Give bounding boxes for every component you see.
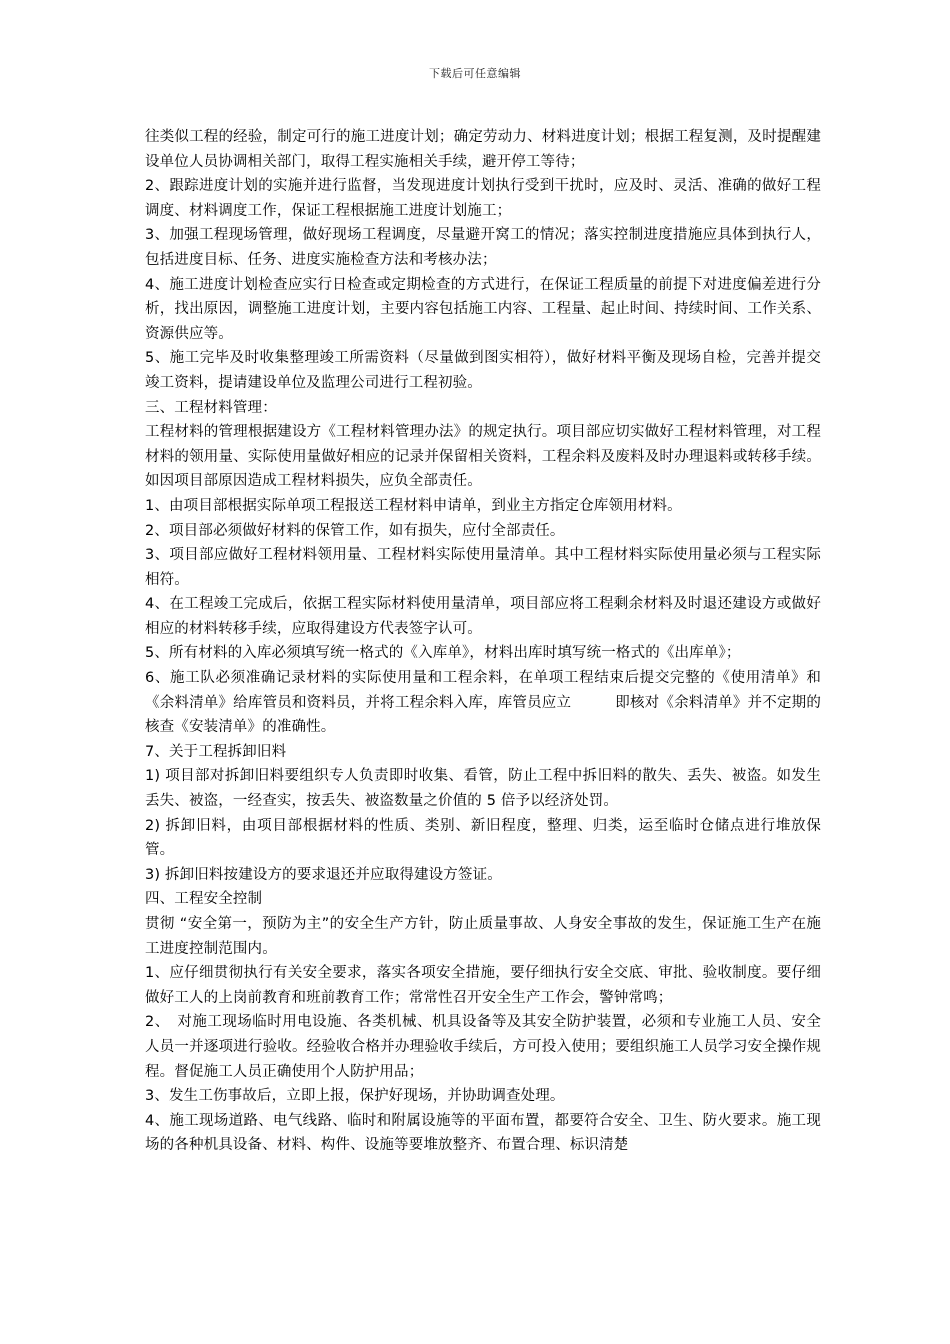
paragraph: 1) 项目部对拆卸旧料要组织专人负责即时收集、看管，防止工程中拆旧料的散失、丢失、被盗。如发生丢失、被盗，一经查实，按丢失、被盗数量之价值的 5 倍予以经济处罚。 [145,768,821,810]
subsection-heading: 7、关于工程拆卸旧料 [145,743,287,760]
paragraph: 1、应仔细贯彻执行有关安全要求，落实各项安全措施，要仔细执行安全交底、审批、验收制度。要仔细做好工人的上岗前教育和班前教育工作；常常性召开安全生产工作会，警钟常鸣； [145,965,821,1006]
paragraph: 往类似工程的经验，制定可行的施工进度计划；确定劳动力、材料进度计划；根据工程复测，及时提醒建设单位人员协调相关部门，取得工程实施相关手续，避开停工等待； [145,129,821,170]
paragraph: 3、加强工程现场管理，做好现场工程调度，尽量避开窝工的情况；落实控制进度措施应具体到执行人，包括进度目标、任务、进度实施检查方法和考核办法； [145,227,821,268]
paragraph: 3、项目部应做好工程材料领用量、工程材料实际使用量清单。其中工程材料实际使用量必须与工程实际相符。 [145,547,821,588]
section-heading: 四、工程安全控制 [145,891,263,908]
paragraph: 贯彻 “安全第一，预防为主”的安全生产方针，防止质量事故、人身安全事故的发生，保证施工生产在施工进度控制范围内。 [145,916,821,957]
paragraph: 工程材料的管理根据建设方《工程材料管理办法》的规定执行。项目部应切实做好工程材料管理，对工程材料的领用量、实际使用量做好相应的记录并保留相关资料，工程余料及废料及时办理退料或转移手续。如因项目部原因造成工程材料损失，应负全部责任。 [145,424,821,490]
paragraph: 4、在工程竣工完成后，依据工程实际材料使用量清单，项目部应将工程剩余材料及时退还建设方或做好相应的材料转移手续，应取得建设方代表签字认可。 [145,596,821,637]
paragraph: 3、发生工伤事故后，立即上报，保护好现场，并协助调查处理。 [145,1088,565,1105]
paragraph: 1、由项目部根据实际单项工程报送工程材料申请单，到业主方指定仓库领用材料。 [145,497,682,514]
section-heading: 三、工程材料管理： [145,399,277,416]
paragraph: 2) 拆卸旧料，由项目部根据材料的性质、类别、新旧程度，整理、归类，运至临时仓储点进行堆放保管。 [145,817,821,859]
paragraph: 6、施工队必须准确记录材料的实际使用量和工程余料，在单项工程结束后提交完整的《使用清单》和《余料清单》给库管员和资料员，并将工程余料入库，库管员应立 即核对《余料清单》并不定期的核查《安装清单》的准确性。 [145,670,821,736]
document-body [145,125,821,1158]
paragraph: 2、 对施工现场临时用电设施、各类机械、机具设备等及其安全防护装置，必须和专业施工人员、安全人员一并逐项进行验收。经验收合格并办理验收手续后，方可投入使用；要组织施工人员学习安全操作规程。督促施工人员正确使用个人防护用品； [145,1014,821,1080]
paragraph: 5、施工完毕及时收集整理竣工所需资料（尽量做到图实相符），做好材料平衡及现场自检，完善并提交竣工资料，提请建设单位及监理公司进行工程初验。 [145,350,821,391]
paragraph: 2、跟踪进度计划的实施并进行监督，当发现进度计划执行受到干扰时，应及时、灵活、准确的做好工程调度、材料调度工作，保证工程根据施工进度计划施工； [145,178,821,219]
paragraph: 3) 拆卸旧料按建设方的要求退还并应取得建设方签证。 [145,866,502,883]
paragraph: 5、所有材料的入库必须填写统一格式的《入库单》，材料出库时填写统一格式的《出库单》； [145,645,741,662]
paragraph: 4、施工进度计划检查应实行日检查或定期检查的方式进行，在保证工程质量的前提下对进度偏差进行分析，找出原因，调整施工进度计划，主要内容包括施工内容、工程量、起止时间、持续时间、工作关系、资源供应等。 [145,276,821,342]
paragraph: 2、项目部必须做好材料的保管工作，如有损失，应付全部责任。 [145,522,565,539]
page-header: 下载后可任意编辑 [429,67,521,80]
paragraph: 4、施工现场道路、电气线路、临时和附属设施等的平面布置，都要符合安全、卫生、防火要求。施工现场的各种机具设备、材料、构件、设施等要堆放整齐、布置合理、标识清楚 [145,1112,821,1154]
